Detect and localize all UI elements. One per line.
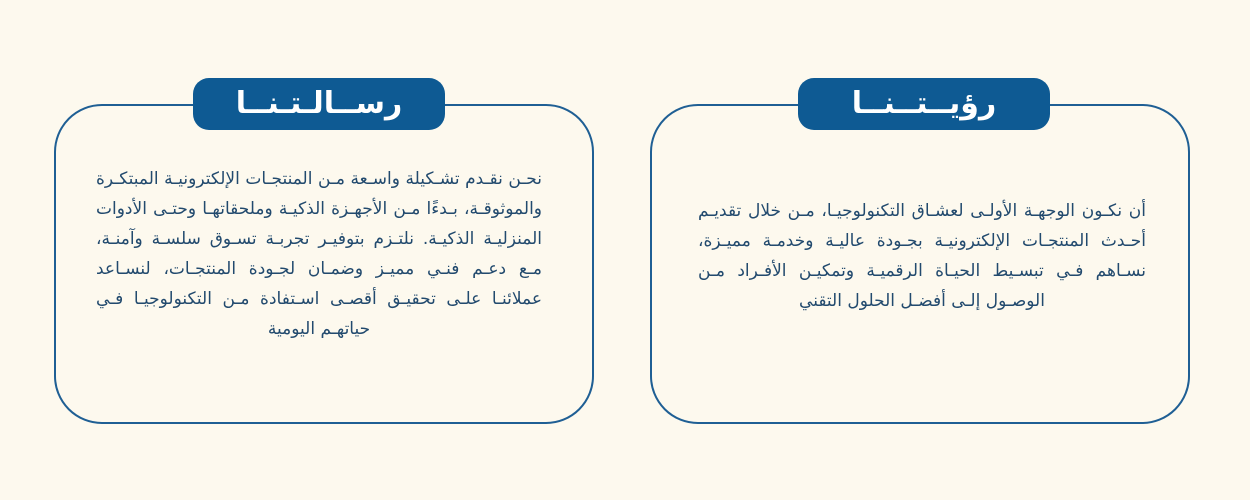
vision-title: رؤيــتــنــا xyxy=(798,78,1050,130)
mission-title: رســالـتـنــا xyxy=(193,78,445,130)
mission-text: نحـن نقـدم تشـكيلة واسـعة مـن المنتجـات الإلكترونيـة المبتكـرة والموثوقـة، بـدءًا مـن الأجهـزة الذكيـة وملحقاتهـا وحتـى الأدوات المنزليـة الذكيـة. نلتـزم بتوفيـر تجربـة تسـوق سلسـة وآمنـة، مـع دعـم فنـي مميـز وضمـان لجـودة المنتجـات، لنسـاعد عملائنـا علـى تحقيـق أقصـى اسـتفادة مـن التكنولوجيـا فـي حياتهـم اليومية xyxy=(96,169,542,339)
mission-card xyxy=(54,86,594,424)
vision-text: أن نكـون الوجهـة الأولـى لعشـاق التكنولوجيـا، مـن خلال تقديـم أحـدث المنتجـات الإلكترونيـة بجـودة عاليـة وخدمـة مميـزة، نسـاهم فـي تبسـيط الحيـاة الرقميـة وتمكيـن الأفـراد مـن الوصـول إلـى أفضـل الحلول التقني xyxy=(698,201,1146,311)
vision-card xyxy=(650,86,1190,424)
